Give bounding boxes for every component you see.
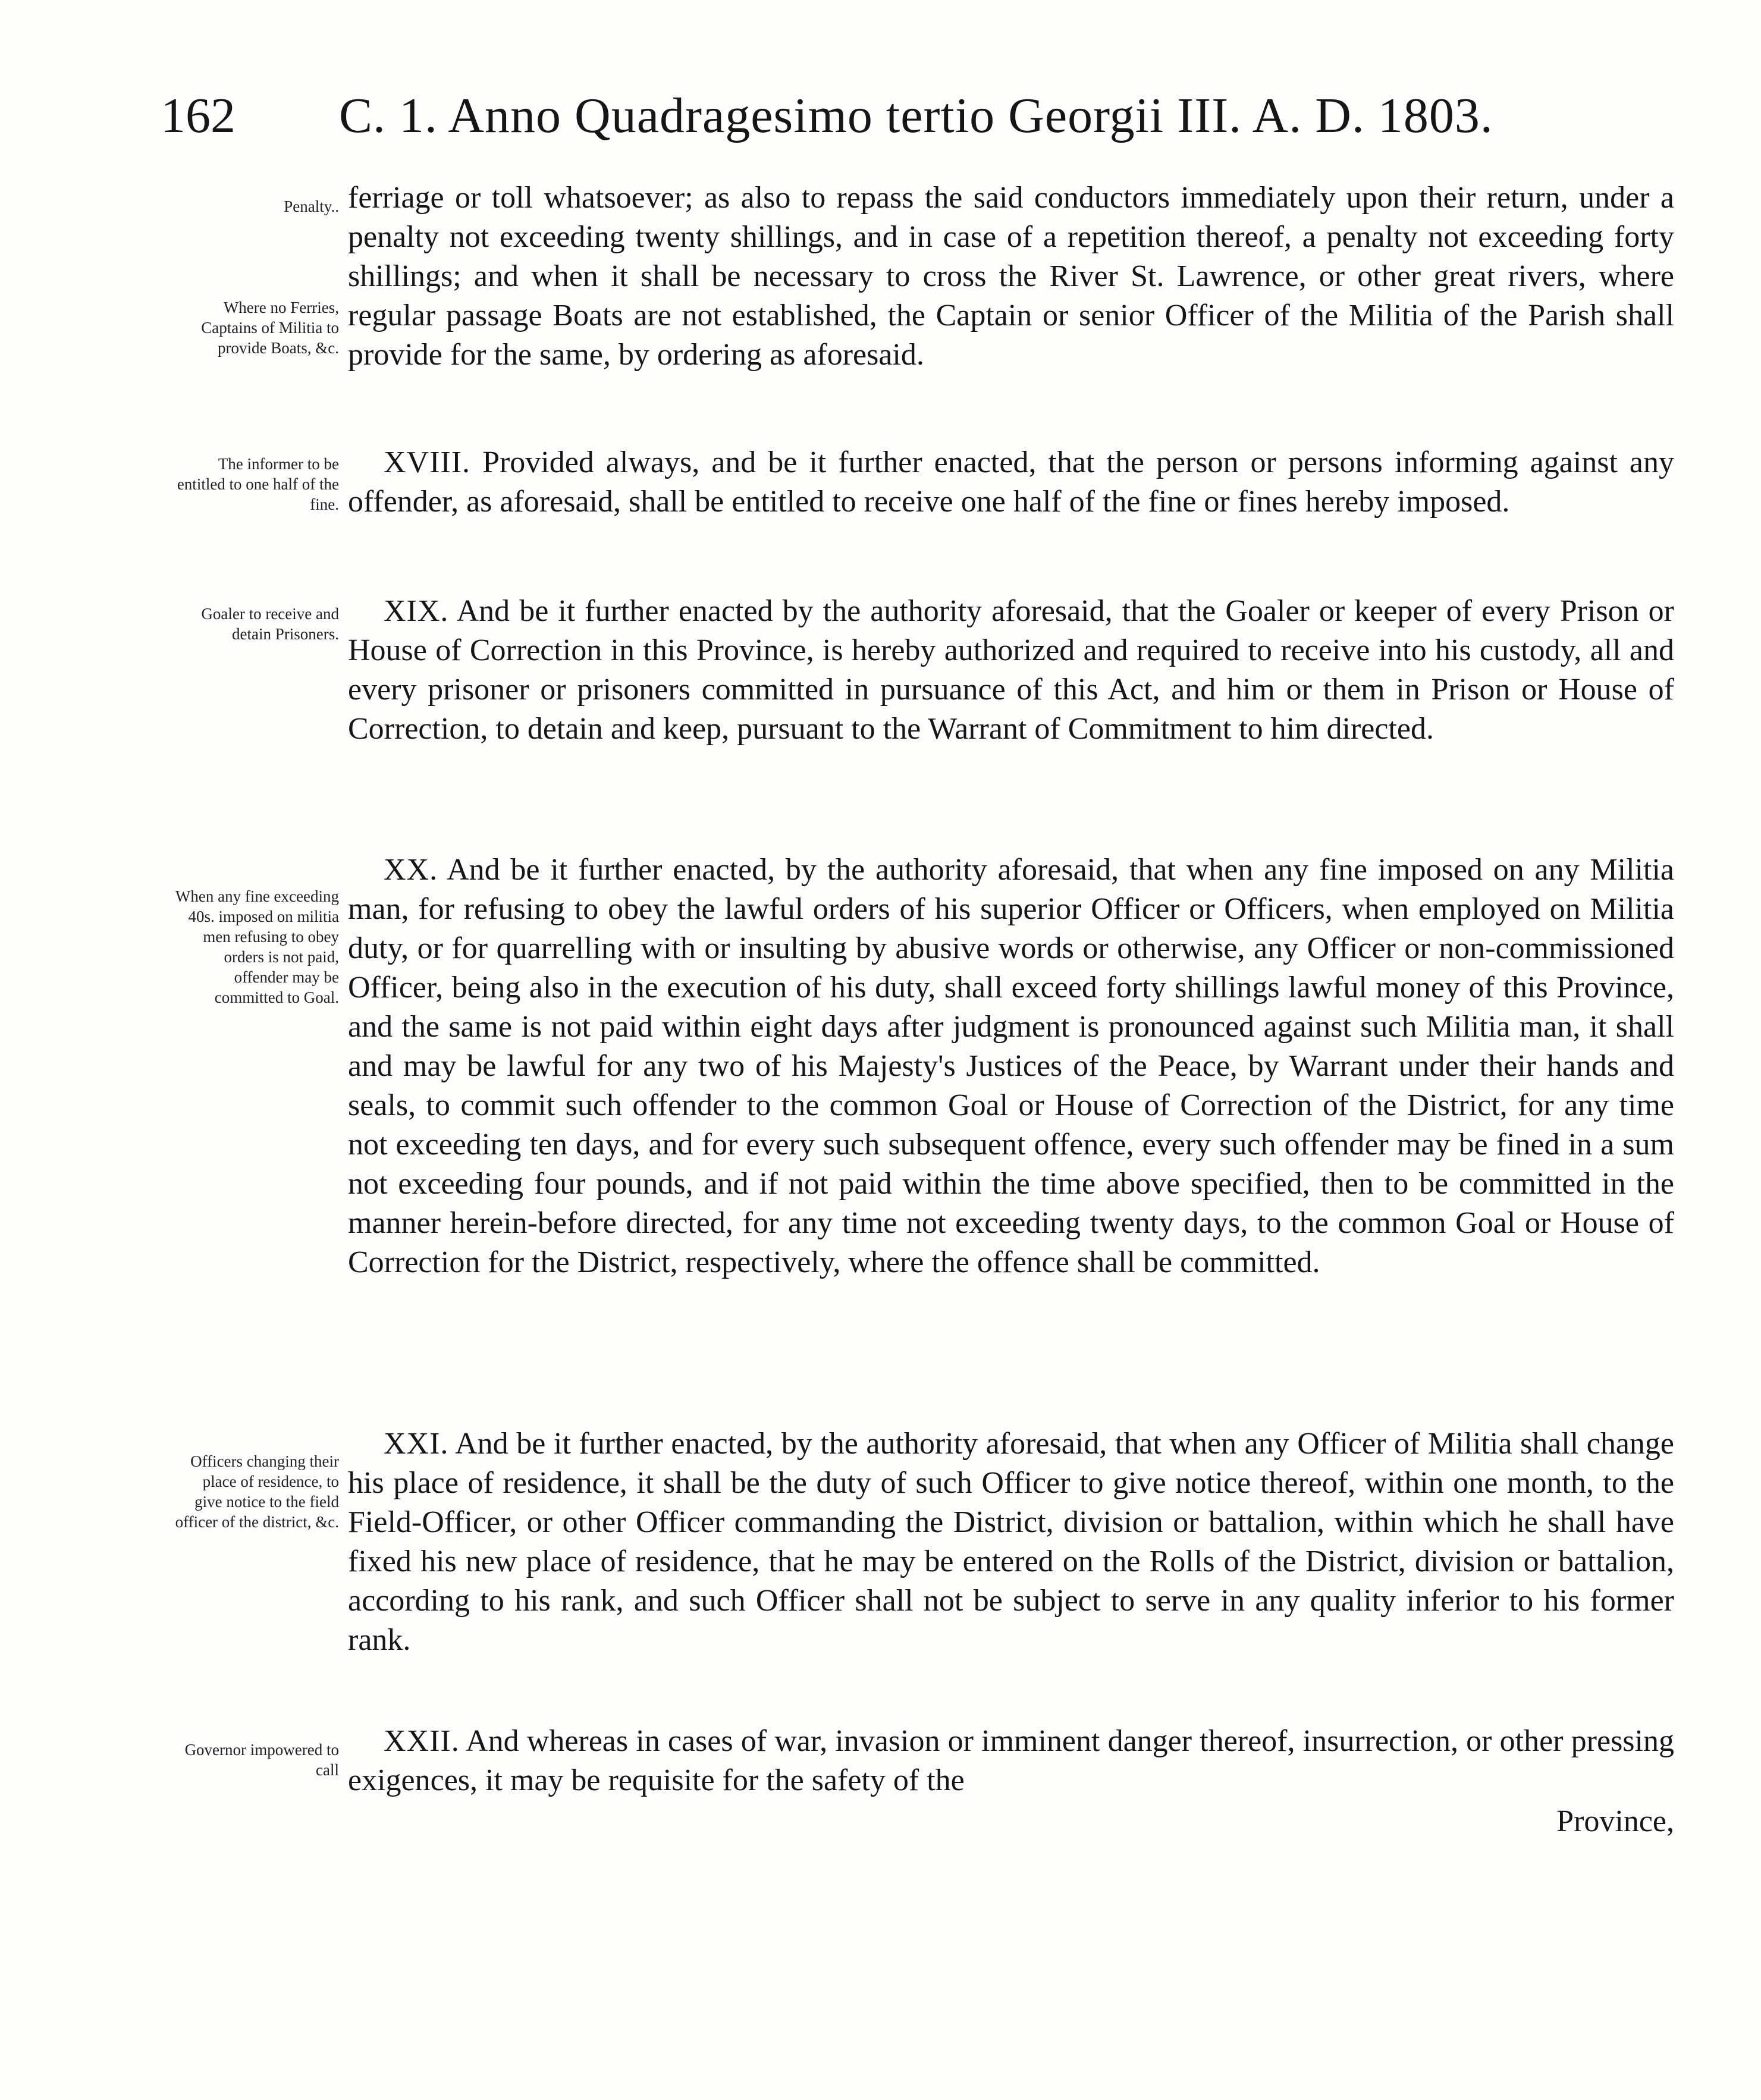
paragraph-text <box>348 592 1674 749</box>
paragraph-body: And be it further enacted, by the authority aforesaid, that when any Officer of Militia shall change his place of residence, it shall be the duty of such Officer to give notice thereof, within one month, to the Field-Officer, or other Officer commanding the District, division or battalion, within which he shall have fixed his new place of residence, that he may be entered on the Rolls of the District, division or battalion, according to his rank, and such Officer shall not be subject to serve in any quality inferior to his former rank. <box>348 1427 1674 1657</box>
page-number: 162 <box>161 88 236 143</box>
paragraph-text <box>348 850 1674 1282</box>
paragraph-body: ferriage or toll whatsoever; as also to repass the said conductors immediately upon their return, under a penalty not exceeding twenty shillings, and in case of a repetition thereof, a penalty not exceeding forty shillings; and when it shall be necessary to cross the River St. Lawrence, or other great rivers, where regular passage Boats are not established, the Captain or senior Officer of the Militia of the Parish shall provide for the same, by ordering as aforesaid. <box>348 181 1674 372</box>
margin-note-officers: Officers changing their place of residence, to give notice to the field officer of the district, &c. <box>175 1452 339 1531</box>
paragraph-body: And whereas in cases of war, invasion or imminent danger thereof, insurrection, or other pressing exigences, it may be requisite for the safety of the <box>348 1724 1674 1797</box>
section-number: XX. <box>384 853 438 887</box>
section-number: XVIII. <box>384 445 471 479</box>
paragraph-body: And be it further enacted, by the authority aforesaid, that when any fine imposed on any Militia man, for refusing to obey the lawful orders of his superior Officer or Officers, when employed on Militia duty, or for quarrelling with or insulting by abusive words or otherwise, any Officer or non-commissioned Officer, being also in the execution of his duty, shall exceed forty shillings lawful money of this Province, and the same is not paid within eight days after judgment is pronounced against such Militia man, it shall and may be lawful for any two of his Majesty's Justices of the Peace, by Warrant under their hands and seals, to commit such offender to the common Goal or House of Correction of the District, for any time not exceeding ten days, and for every such subsequent offence, every such offender may be fined in a sum not exceeding four pounds, and if not paid within the time above specified, then to be committed in the manner herein-before directed, for any time not exceeding twenty days, to the common Goal or House of Correction for the District, respectively, where the offence shall be committed. <box>348 853 1675 1279</box>
margin-note-penalty: Penalty.. <box>284 197 339 215</box>
section-number: XXII. <box>384 1724 460 1758</box>
margin-note-informer: The informer to be entitled to one half of the fine. <box>177 455 339 513</box>
margin-note-goaler: Goaler to receive and detain Prisoners. <box>201 605 339 643</box>
catchword: Province, <box>1556 1804 1674 1838</box>
page-header <box>161 83 1677 149</box>
paragraph-text <box>348 178 1674 375</box>
paragraph-text <box>348 443 1674 522</box>
margin-note-governor: Governor impowered to call <box>184 1741 339 1779</box>
paragraph-text <box>348 1424 1674 1660</box>
section-number: XIX. <box>384 594 449 628</box>
paragraph-body: And be it further enacted by the authority aforesaid, that the Goaler or keeper of every Prison or House of Correction in this Province, is hereby authorized and required to receive into his custody, all and every prisoner or prisoners committed in pursuance of this Act, and him or them in Prison or House of Correction, to detain and keep, pursuant to the Warrant of Commitment to him directed. <box>348 594 1674 746</box>
paragraph-text <box>348 1722 1674 1800</box>
paragraph-body: Provided always, and be it further enacted, that the person or persons informing against any offender, as aforesaid, shall be entitled to receive one half of the fine or fines hereby imposed. <box>348 445 1675 519</box>
running-title: C. 1. Anno Quadragesimo tertio Georgii III. A. D. 1803. <box>339 88 1493 143</box>
margin-note-fine: When any fine exceeding 40s. imposed on militia men refusing to obey orders is not paid, offender may be committed to Goal. <box>175 887 339 1006</box>
section-number: XXI. <box>384 1427 449 1461</box>
margin-note-ferries: Where no Ferries, Captains of Militia to provide Boats, &c. <box>201 299 339 357</box>
